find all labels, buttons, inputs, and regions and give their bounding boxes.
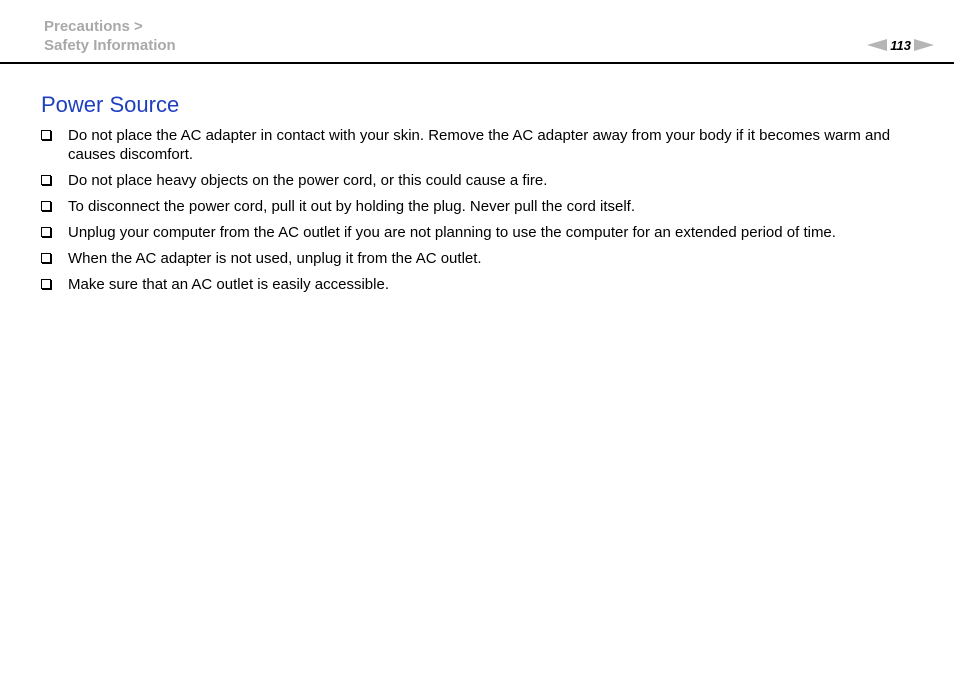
checkbox-icon <box>41 130 51 140</box>
page-navigator <box>867 37 934 53</box>
breadcrumb-current: Safety Information <box>44 37 176 54</box>
breadcrumb-parent[interactable]: Precautions > <box>44 18 143 35</box>
list-item-text: Make sure that an AC outlet is easily accessible. <box>68 276 389 293</box>
checkbox-icon <box>41 201 51 211</box>
list-item <box>40 249 920 268</box>
list-item <box>40 197 920 216</box>
page-header <box>0 0 954 64</box>
checkbox-icon <box>41 279 51 289</box>
list-item-text: Do not place the AC adapter in contact with your skin. Remove the AC adapter away from your body if it becomes warm and causes discomfort. <box>68 127 891 163</box>
list-item-text: When the AC adapter is not used, unplug it from the AC outlet. <box>68 250 482 267</box>
arrow-left-icon[interactable] <box>867 39 887 51</box>
page-number: 113 <box>890 37 911 53</box>
list-item-text: Unplug your computer from the AC outlet if you are not planning to use the computer for an extended period of time. <box>68 224 836 241</box>
checkbox-icon <box>41 227 51 237</box>
arrow-right-icon[interactable] <box>914 39 934 51</box>
header-divider <box>0 62 954 64</box>
list-item <box>40 171 920 190</box>
list-item-text: Do not place heavy objects on the power cord, or this could cause a fire. <box>68 172 548 189</box>
checkbox-icon <box>41 253 51 263</box>
checkbox-icon <box>41 175 51 185</box>
list-item-text: To disconnect the power cord, pull it out by holding the plug. Never pull the cord itself. <box>68 198 635 215</box>
precautions-list <box>40 126 920 301</box>
section-title: Power Source <box>41 92 180 117</box>
list-item <box>40 126 920 164</box>
list-item <box>40 275 920 294</box>
list-item <box>40 223 920 242</box>
breadcrumb <box>44 17 176 55</box>
